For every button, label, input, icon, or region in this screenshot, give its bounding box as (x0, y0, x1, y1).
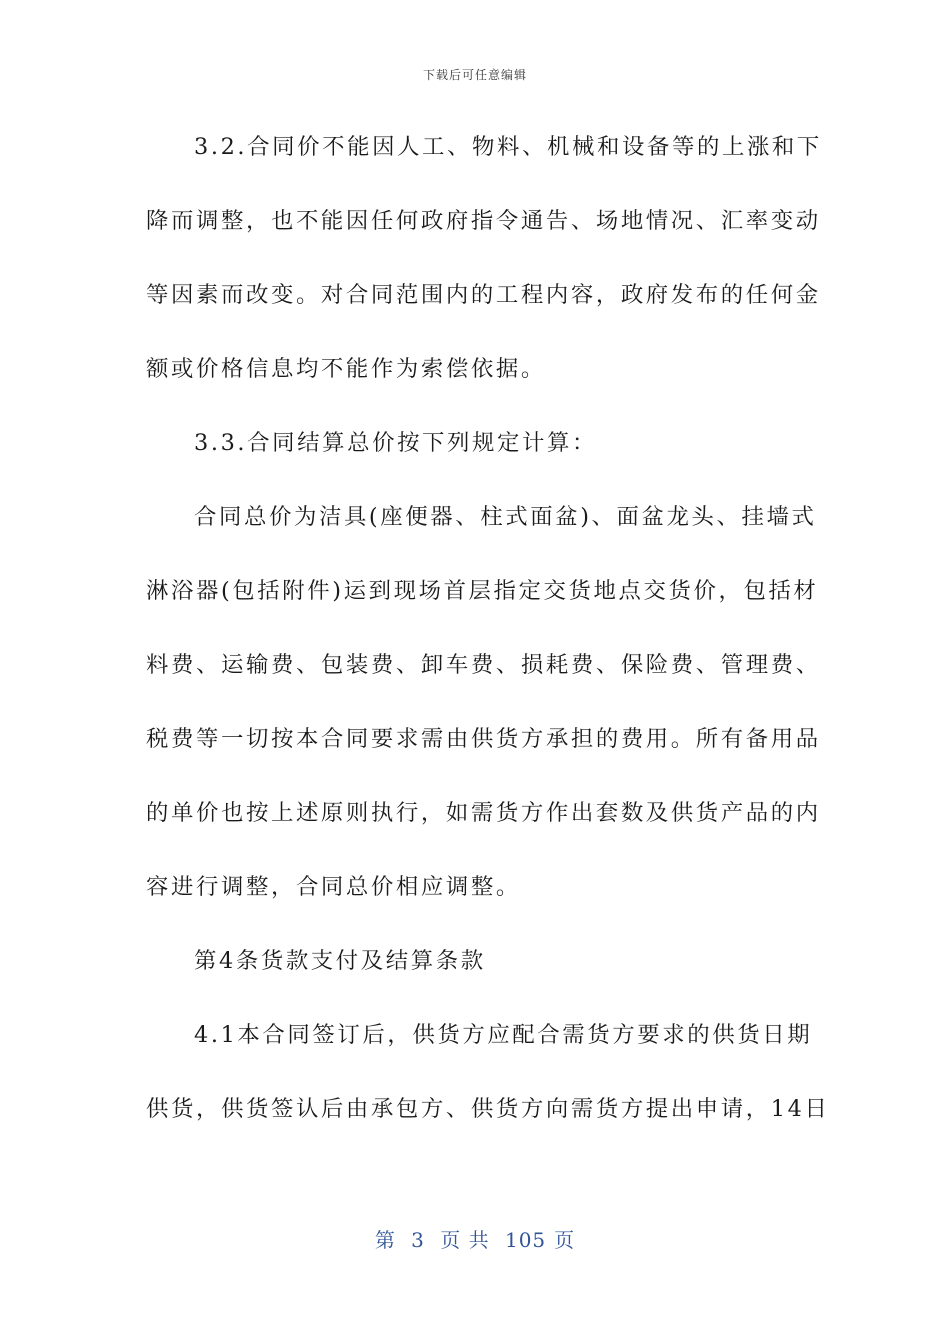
footer-page-number: 3 (411, 1228, 425, 1252)
paragraph-3-2-line-3: 等因素而改变。对合同范围内的工程内容，政府发布的任何金 (146, 282, 821, 308)
footer-suffix: 页 (554, 1228, 576, 1252)
paragraph-3-2-line-4: 额或价格信息均不能作为索偿依据。 (146, 356, 546, 382)
section-4-heading: 第4条货款支付及结算条款 (194, 948, 486, 974)
paragraph-total-price-line-4: 税费等一切按本合同要求需由供货方承担的费用。所有备用品 (146, 726, 821, 752)
paragraph-total-price-line-5: 的单价也按上述原则执行，如需货方作出套数及供货产品的内 (146, 800, 821, 826)
paragraph-3-2-line-1: 3.2.合同价不能因人工、物料、机械和设备等的上涨和下 (194, 134, 822, 160)
paragraph-3-2-line-2: 降而调整，也不能因任何政府指令通告、场地情况、汇率变动 (146, 208, 821, 234)
page-header: 下载后可任意编辑 (422, 68, 527, 82)
paragraph-4-1-line-2: 供货，供货签认后由承包方、供货方向需货方提出申请，14日 (146, 1096, 830, 1122)
paragraph-4-1-line-1: 4.1本合同签订后，供货方应配合需货方要求的供货日期 (194, 1022, 813, 1048)
document-body (146, 122, 830, 1158)
paragraph-3-3-heading: 3.3.合同结算总价按下列规定计算： (194, 430, 597, 456)
footer-middle: 页 共 (440, 1228, 490, 1252)
paragraph-total-price-line-2: 淋浴器(包括附件)运到现场首层指定交货地点交货价，包括材 (146, 578, 819, 604)
paragraph-total-price-line-6: 容进行调整，合同总价相应调整。 (146, 874, 521, 900)
paragraph-total-price-line-1: 合同总价为洁具(座便器、柱式面盆)、面盆龙头、挂墙式 (194, 504, 817, 530)
paragraph-total-price-line-3: 料费、运输费、包装费、卸车费、损耗费、保险费、管理费、 (146, 652, 821, 678)
footer-prefix: 第 (374, 1228, 396, 1252)
page-footer (0, 1224, 950, 1253)
footer-total-pages: 105 (504, 1228, 547, 1252)
